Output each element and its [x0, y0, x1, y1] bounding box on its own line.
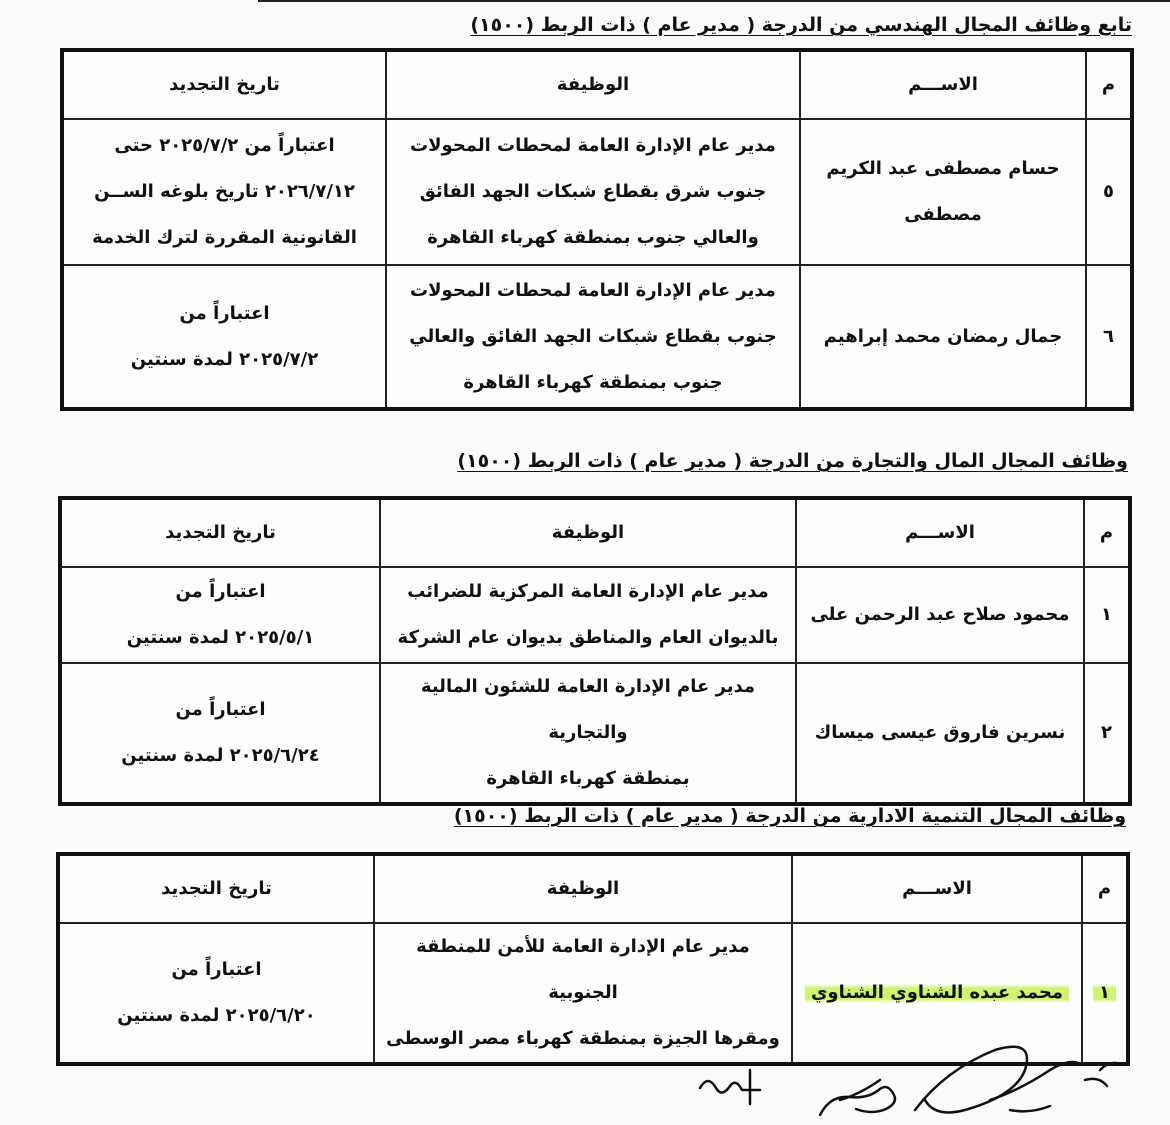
col-job: الوظيفة [374, 854, 792, 923]
handwritten-signatures [690, 1040, 1150, 1125]
table-admin [56, 852, 1130, 1066]
col-renewal: تاريخ التجديد [60, 498, 380, 567]
table-engineering [60, 48, 1134, 411]
table-row [62, 119, 1132, 265]
table-row [60, 567, 1130, 663]
highlighted-num: ١ [1093, 982, 1116, 1003]
section-heading-finance: وظائف المجال المال والتجارة من الدرجة ( مدير عام ) ذات الربط (١٥٠٠) [457, 450, 1128, 472]
table-row [62, 265, 1132, 409]
table-header-row [58, 854, 1128, 923]
row-renewal: اعتباراً من ٢٠٢٥/٧/٢ حتى ٢٠٢٦/٧/١٢ تاريخ بلوغه الســن القانونية المقررة لترك الخدمة [62, 119, 386, 265]
row-num: ١ [1084, 567, 1130, 663]
row-job: مدير عام الإدارة العامة للشئون المالية والتجارية بمنطقة كهرباء القاهرة [380, 663, 796, 804]
table-header-row [60, 498, 1130, 567]
col-job: الوظيفة [380, 498, 796, 567]
row-renewal: اعتباراً من ٢٠٢٥/٥/١ لمدة سنتين [60, 567, 380, 663]
row-job: مدير عام الإدارة العامة لمحطات المحولات جنوب شرق بقطاع شبكات الجهد الفائق والعالي جنوب بمنطقة كهرباء القاهرة [386, 119, 800, 265]
row-job: مدير عام الإدارة العامة لمحطات المحولات جنوب بقطاع شبكات الجهد الفائق والعالي جنوب بمنطقة كهرباء القاهرة [386, 265, 800, 409]
row-name: نسرين فاروق عيسى ميساك [796, 663, 1084, 804]
col-name: الاســـم [800, 50, 1086, 119]
top-rule [258, 0, 1170, 2]
row-job: مدير عام الإدارة العامة المركزية للضرائب بالديوان العام والمناطق بديوان عام الشركة [380, 567, 796, 663]
row-name: جمال رمضان محمد إبراهيم [800, 265, 1086, 409]
col-job: الوظيفة [386, 50, 800, 119]
row-name: محمود صلاح عبد الرحمن على [796, 567, 1084, 663]
table-finance [58, 496, 1132, 806]
col-num: م [1086, 50, 1132, 119]
col-num: م [1084, 498, 1130, 567]
col-num: م [1082, 854, 1128, 923]
highlighted-name: محمد عبده الشناوي الشناوي [805, 982, 1069, 1003]
col-renewal: تاريخ التجديد [58, 854, 374, 923]
row-job: مدير عام الإدارة العامة للأمن للمنطقة الجنوبية ومقرها الجيزة بمنطقة كهرباء مصر الوسطى [374, 923, 792, 1064]
row-renewal: اعتباراً من ٢٠٢٥/٦/٢٠ لمدة سنتين [58, 923, 374, 1064]
col-name: الاســـم [796, 498, 1084, 567]
row-name: حسام مصطفى عبد الكريم مصطفى [800, 119, 1086, 265]
table-row [60, 663, 1130, 804]
col-renewal: تاريخ التجديد [62, 50, 386, 119]
row-num: ٦ [1086, 265, 1132, 409]
row-num: ٢ [1084, 663, 1130, 804]
section-heading-engineering: تابع وظائف المجال الهندسي من الدرجة ( مدير عام ) ذات الربط (١٥٠٠) [470, 14, 1132, 36]
table-header-row [62, 50, 1132, 119]
section-heading-admin: وظائف المجال التنمية الادارية من الدرجة ( مدير عام ) ذات الربط (١٥٠٠) [453, 805, 1126, 827]
row-renewal: اعتباراً من ٢٠٢٥/٧/٢ لمدة سنتين [62, 265, 386, 409]
col-name: الاســـم [792, 854, 1082, 923]
row-num: ٥ [1086, 119, 1132, 265]
row-renewal: اعتباراً من ٢٠٢٥/٦/٢٤ لمدة سنتين [60, 663, 380, 804]
